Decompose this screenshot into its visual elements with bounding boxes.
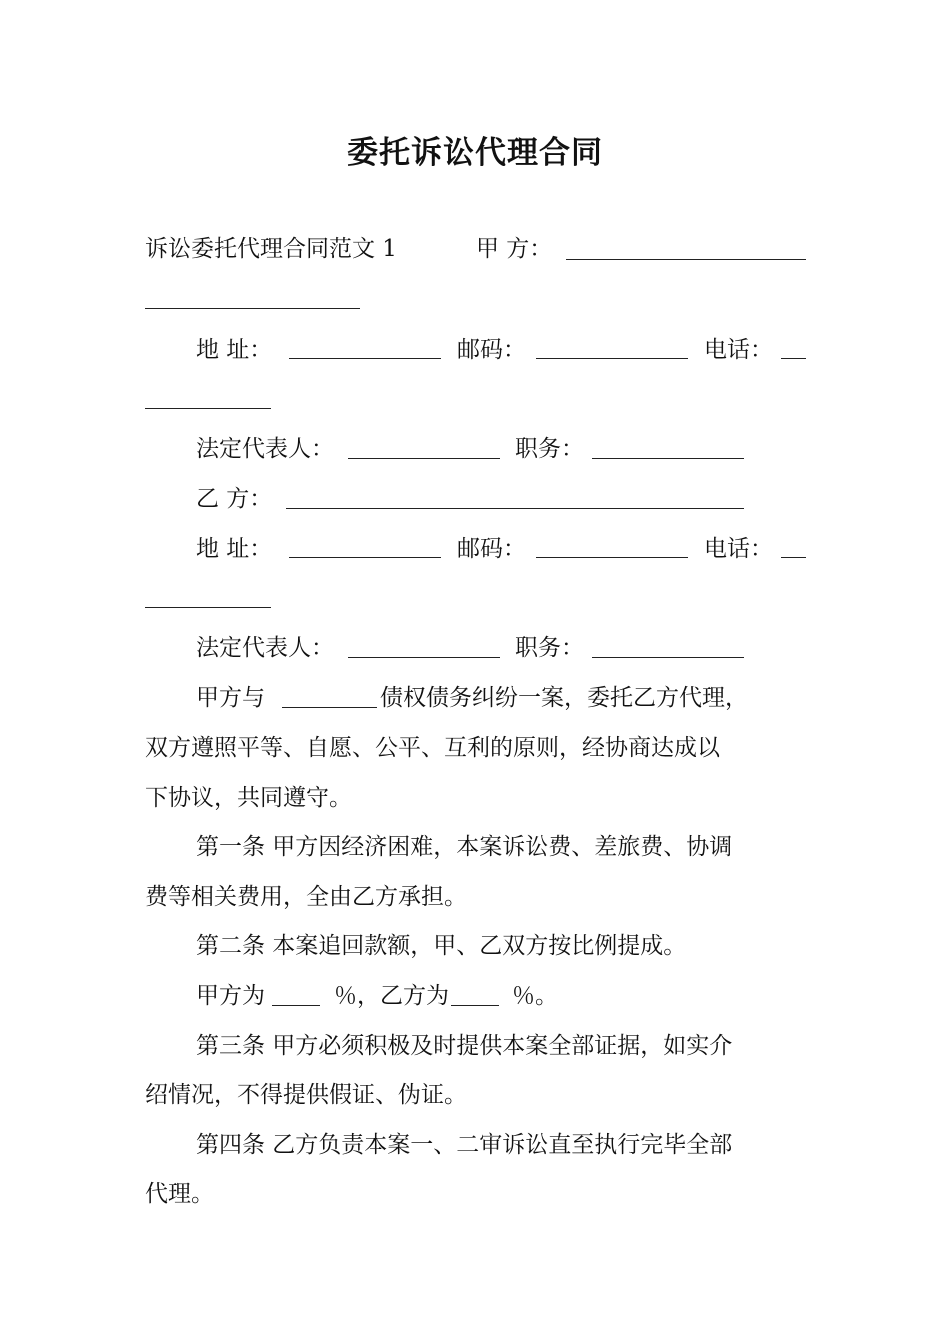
party-b-rep-label: 法定代表人： <box>196 635 334 661</box>
party-a-label: 甲 方： <box>476 236 553 262</box>
party-b-label: 乙 方： <box>196 486 273 512</box>
party-a-zip-blank[interactable] <box>536 358 688 359</box>
article-1-line-1: 第一条 甲方因经济困难，本案诉讼费、差旅费、协调 <box>196 834 733 860</box>
party-a-phone-blank-cont[interactable] <box>145 408 271 409</box>
party-a-zip-label: 邮码： <box>457 337 526 363</box>
party-a-rep-label: 法定代表人： <box>196 436 334 462</box>
party-a-address-label: 地 址： <box>196 337 273 363</box>
article-3-line-2: 绍情况，不得提供假证、伪证。 <box>145 1082 467 1108</box>
party-b-phone-label: 电话： <box>704 536 773 562</box>
article-3-line-1: 第三条 甲方必须积极及时提供本案全部证据，如实介 <box>196 1033 733 1059</box>
party-b-zip-label: 邮码： <box>457 536 526 562</box>
document-title: 委托诉讼代理合同 <box>347 135 603 171</box>
party-b-position-blank[interactable] <box>592 657 744 658</box>
dispute-party-blank[interactable] <box>282 707 377 708</box>
party-b-address-label: 地 址： <box>196 536 273 562</box>
preamble-line-3: 下协议，共同遵守。 <box>145 785 352 811</box>
preamble-text-a: 甲方与 <box>196 685 265 711</box>
party-a-position-blank[interactable] <box>592 458 744 459</box>
party-a-position-label: 职务： <box>515 436 584 462</box>
article-4-line-1: 第四条 乙方负责本案一、二审诉讼直至执行完毕全部 <box>196 1132 733 1158</box>
party-a-blank[interactable] <box>566 259 806 260</box>
party-b-phone-blank[interactable] <box>781 557 806 558</box>
article-2-text-b: ％，乙方为 <box>334 983 449 1009</box>
party-a-address-blank[interactable] <box>289 358 441 359</box>
party-a-blank-cont[interactable] <box>145 308 360 309</box>
article-2-text-c: ％。 <box>512 983 558 1009</box>
party-a-phone-label: 电话： <box>704 337 773 363</box>
article-2-line-1: 第二条 本案追回款额，甲、乙双方按比例提成。 <box>196 933 687 959</box>
party-b-address-blank[interactable] <box>289 557 441 558</box>
party-b-zip-blank[interactable] <box>536 557 688 558</box>
preamble-text-b: 债权债务纠纷一案，委托乙方代理， <box>380 685 748 711</box>
party-a-share-blank[interactable] <box>272 1005 320 1006</box>
intro-text: 诉讼委托代理合同范文 1 <box>145 236 397 262</box>
party-a-rep-blank[interactable] <box>348 458 500 459</box>
party-b-position-label: 职务： <box>515 635 584 661</box>
party-b-phone-blank-cont[interactable] <box>145 607 271 608</box>
article-1-line-2: 费等相关费用，全由乙方承担。 <box>145 884 467 910</box>
party-b-share-blank[interactable] <box>451 1005 499 1006</box>
article-2-text-a: 甲方为 <box>196 983 265 1009</box>
party-b-rep-blank[interactable] <box>348 657 500 658</box>
party-b-blank[interactable] <box>286 508 744 509</box>
preamble-line-2: 双方遵照平等、自愿、公平、互利的原则，经协商达成以 <box>145 735 720 761</box>
article-4-line-2: 代理。 <box>145 1181 214 1207</box>
party-a-phone-blank[interactable] <box>781 358 806 359</box>
